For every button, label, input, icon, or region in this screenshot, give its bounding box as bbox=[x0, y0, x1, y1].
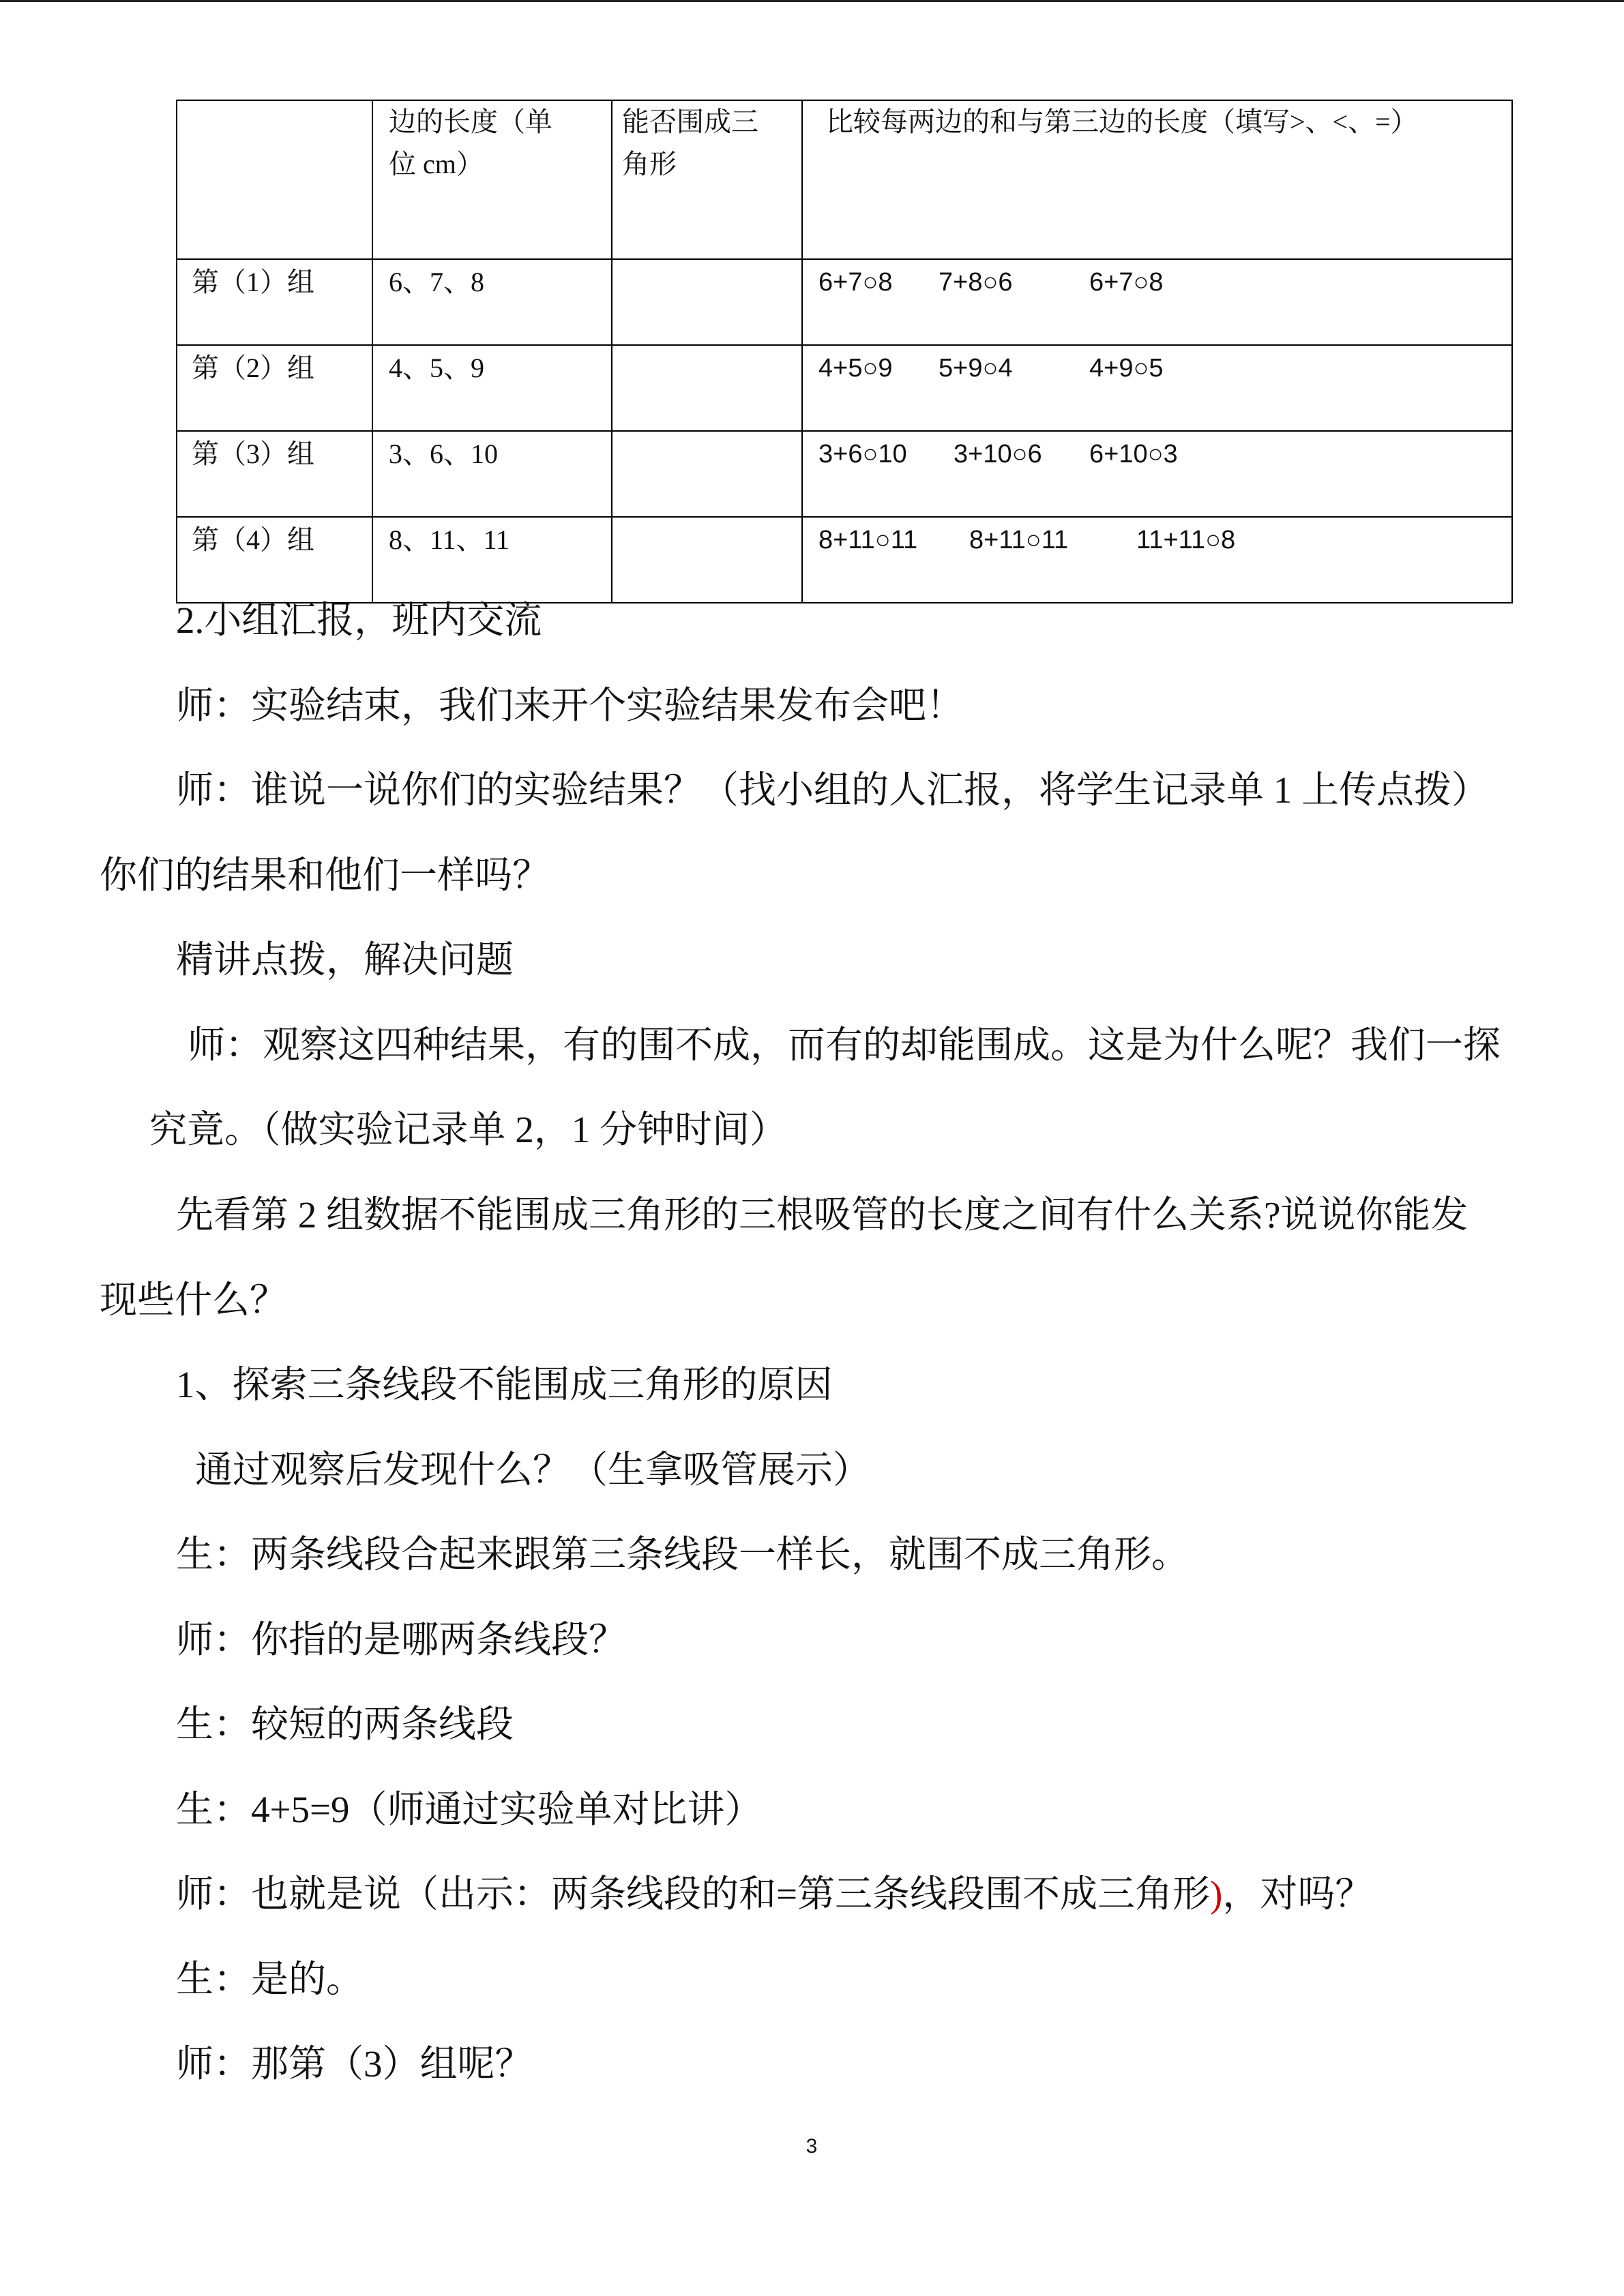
header-can-form-line-1: 能否围成三 bbox=[622, 106, 758, 137]
lengths-cell bbox=[372, 259, 612, 345]
group-label: 第（2）组 bbox=[192, 353, 314, 383]
group-label: 第（4）组 bbox=[192, 524, 314, 555]
header-can-form-line-2: 角形 bbox=[622, 149, 677, 179]
table-row bbox=[177, 431, 1512, 517]
comparison-expression: 6+7○8 bbox=[1089, 268, 1164, 297]
lengths-value: 6、7、8 bbox=[389, 267, 484, 297]
prompt-line: 通过观察后发现什么？（生拿吸管展示） bbox=[195, 1449, 871, 1491]
lengths-value: 8、11、11 bbox=[389, 524, 510, 555]
table-row bbox=[177, 517, 1512, 603]
lengths-cell bbox=[372, 517, 612, 603]
page-top-edge bbox=[0, 0, 1624, 2]
teacher-line: 师：谁说一说你们的实验结果？（找小组的人汇报，将学生记录单 1 上传点拨） bbox=[176, 769, 1490, 811]
header-group-cell bbox=[177, 100, 372, 259]
teacher-line: 师：观察这四种结果，有的围不成，而有的却能围成。这是为什么呢？我们一探 bbox=[188, 1024, 1501, 1066]
teacher-line-highlight bbox=[176, 1870, 1372, 1918]
group-cell bbox=[177, 431, 372, 517]
group-cell bbox=[177, 345, 372, 431]
group-cell bbox=[177, 517, 372, 603]
section-heading-group-report: 2.小组汇报，班内交流 bbox=[176, 599, 542, 641]
experiment-record-table bbox=[176, 100, 1513, 603]
comparison-expression: 11+11○8 bbox=[1136, 526, 1236, 554]
header-lengths-line-2: 位 cm） bbox=[389, 149, 484, 179]
group-label: 第（1）组 bbox=[192, 267, 314, 297]
comparison-expression: 7+8○6 bbox=[939, 268, 1013, 297]
header-can-form-cell bbox=[612, 100, 802, 259]
comparison-expression: 6+7○8 bbox=[818, 268, 893, 297]
header-lengths-cell bbox=[372, 100, 612, 259]
comparison-cell bbox=[802, 259, 1512, 345]
table-header-row bbox=[177, 100, 1512, 259]
lengths-cell bbox=[372, 431, 612, 517]
instruction-line-continuation: 现些什么？ bbox=[100, 1279, 288, 1321]
section-heading-explore: 1、探索三条线段不能围成三角形的原因 bbox=[176, 1364, 833, 1405]
page-number: 3 bbox=[806, 2135, 818, 2158]
teacher-line: 师：那第（3）组呢？ bbox=[176, 2043, 533, 2085]
header-compare-cell bbox=[802, 100, 1512, 259]
header-lengths-line-1: 边的长度（单 bbox=[389, 106, 552, 137]
instruction-line: 先看第 2 组数据不能围成三角形的三根吸管的长度之间有什么关系?说说你能发 bbox=[176, 1194, 1468, 1236]
section-heading-explain: 精讲点拨，解决问题 bbox=[176, 939, 514, 981]
highlight-line-tail: ，对吗？ bbox=[1222, 1873, 1373, 1915]
student-line: 生：两条线段合起来跟第三条线段一样长，就围不成三角形。 bbox=[176, 1534, 1190, 1575]
lengths-value: 4、5、9 bbox=[389, 353, 484, 383]
lengths-value: 3、6、10 bbox=[389, 438, 498, 469]
student-line: 生：是的。 bbox=[176, 1958, 364, 2000]
comparison-cell bbox=[802, 431, 1512, 517]
student-line: 生：4+5=9（师通过实验单对比讲） bbox=[176, 1789, 763, 1830]
red-close-paren: ) bbox=[1210, 1873, 1223, 1915]
can-form-cell bbox=[612, 431, 802, 517]
comparison-expression: 5+9○4 bbox=[939, 354, 1013, 383]
table-row bbox=[177, 259, 1512, 345]
comparison-cell bbox=[802, 517, 1512, 603]
comparison-expression: 3+10○6 bbox=[954, 440, 1042, 468]
teacher-line: 师：实验结束，我们来开个实验结果发布会吧！ bbox=[176, 685, 964, 726]
comparison-expression: 4+5○9 bbox=[818, 354, 893, 383]
table-row bbox=[177, 345, 1512, 431]
comparison-expression: 6+10○3 bbox=[1089, 440, 1178, 468]
can-form-cell bbox=[612, 259, 802, 345]
can-form-cell bbox=[612, 517, 802, 603]
lengths-cell bbox=[372, 345, 612, 431]
can-form-cell bbox=[612, 345, 802, 431]
student-line: 生：较短的两条线段 bbox=[176, 1703, 514, 1745]
teacher-line-continuation: 究竟。（做实验记录单 2，1 分钟时间） bbox=[149, 1109, 788, 1150]
comparison-cell bbox=[802, 345, 1512, 431]
comparison-expression: 3+6○10 bbox=[818, 440, 907, 468]
teacher-line-continuation: 你们的结果和他们一样吗？ bbox=[100, 854, 550, 896]
highlight-line-text: 师：也就是说（出示：两条线段的和=第三条线段围不成三角形 bbox=[176, 1873, 1211, 1915]
comparison-expression: 4+9○5 bbox=[1089, 354, 1164, 383]
header-compare-label: 比较每两边的和与第三边的长度（填写>、<、=） bbox=[826, 106, 1418, 137]
comparison-expression: 8+11○11 bbox=[969, 526, 1069, 554]
teacher-line: 师：你指的是哪两条线段？ bbox=[176, 1619, 627, 1660]
group-cell bbox=[177, 259, 372, 345]
comparison-expression: 8+11○11 bbox=[818, 526, 918, 554]
group-label: 第（3）组 bbox=[192, 438, 314, 469]
